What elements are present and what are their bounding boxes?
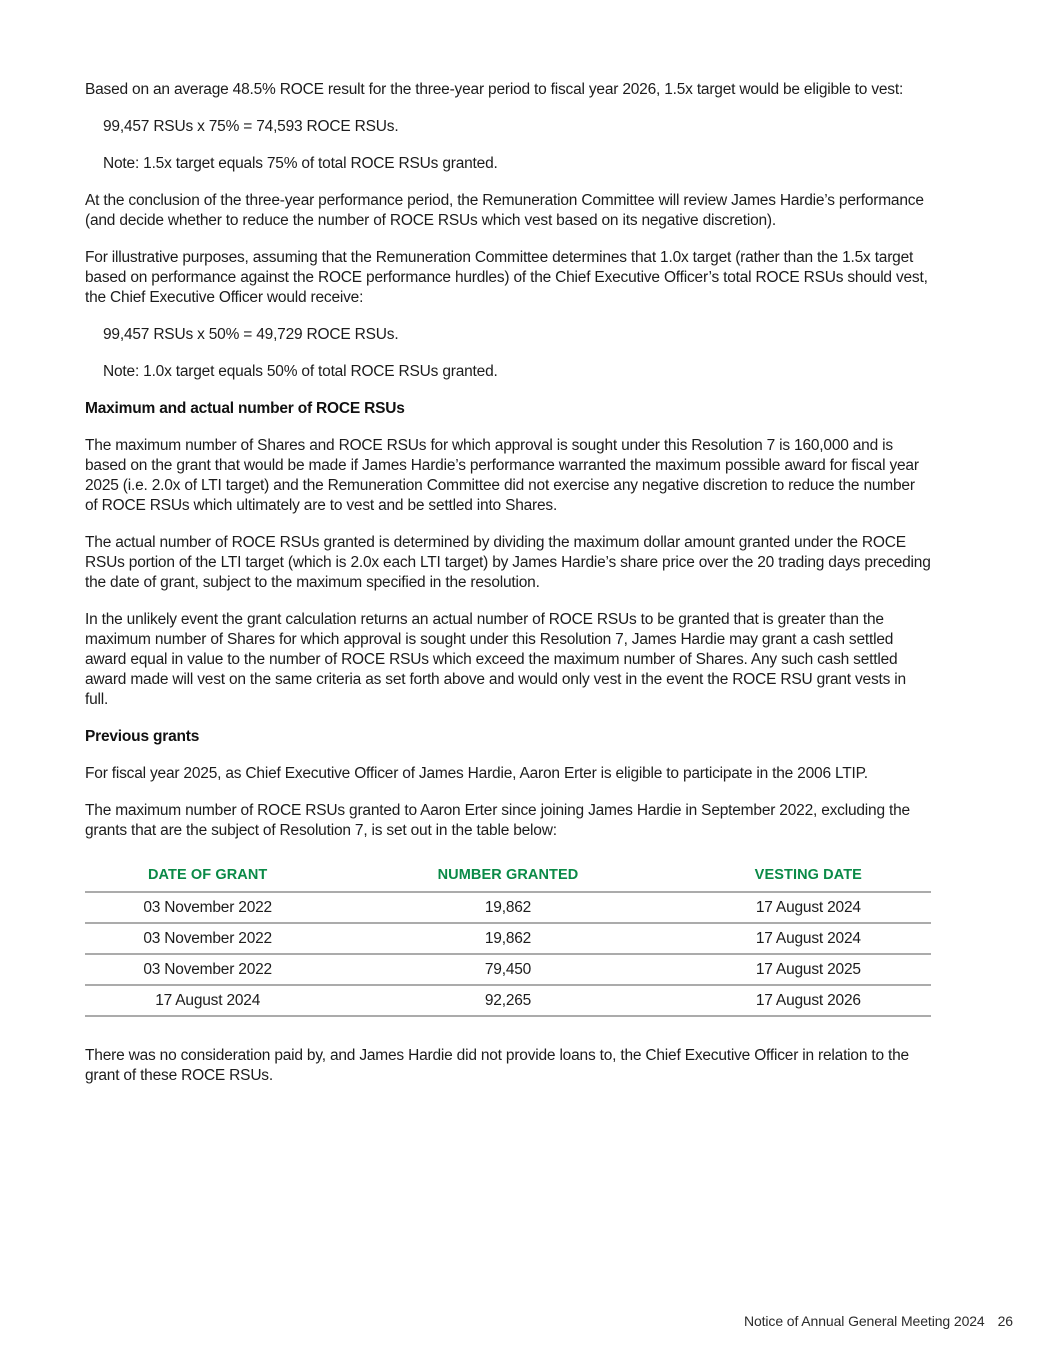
table-row (85, 985, 931, 1016)
cell-vesting-date: 17 August 2025 (686, 954, 931, 985)
cell-date-of-grant: 17 August 2024 (85, 985, 330, 1016)
heading-previous-grants: Previous grants (85, 728, 200, 745)
column-header-number-granted: NUMBER GRANTED (330, 858, 685, 892)
cell-vesting-date: 17 August 2026 (686, 985, 931, 1016)
cell-date-of-grant: 03 November 2022 (85, 954, 330, 985)
table-row (85, 923, 931, 954)
page-content (85, 80, 931, 1103)
paragraph-conclusion: At the conclusion of the three-year performance period, the Remuneration Committee will review James Hardie’s performance (and decide whether to reduce the number of ROCE RSUs which vest based on its negative discretion). (85, 192, 924, 229)
column-header-date-of-grant: DATE OF GRANT (85, 858, 330, 892)
table-row (85, 954, 931, 985)
cell-date-of-grant: 03 November 2022 (85, 892, 330, 923)
paragraph-roce-result: Based on an average 48.5% ROCE result for the three-year period to fiscal year 2026, 1.5x target would be eligible to vest: (85, 81, 904, 98)
paragraph-no-consideration: There was no consideration paid by, and James Hardie did not provide loans to, the Chief Executive Officer in relation to the grant of these ROCE RSUs. (85, 1047, 909, 1084)
formula-50-percent: 99,457 RSUs x 50% = 49,729 ROCE RSUs. (103, 326, 399, 343)
paragraph-unlikely-event: In the unlikely event the grant calculation returns an actual number of ROCE RSUs to be granted that is greater than the maximum number of Shares for which approval is sought under this Resolution 7, James Hardie may grant a cash settled award equal in value to the number of ROCE RSUs which exceed the maximum number of Shares. Any such cash settled award made will vest on the same criteria as set forth above and would only vest in the event the ROCE RSU grant vests in full. (85, 611, 906, 708)
paragraph-actual-number: The actual number of ROCE RSUs granted is determined by dividing the maximum dollar amount granted under the ROCE RSUs portion of the LTI target (which is 2.0x each LTI target) by James Hardie’s share price over the 20 trading days preceding the date of grant, subject to the maximum specified in the resolution. (85, 534, 931, 591)
note-75-percent: Note: 1.5x target equals 75% of total ROCE RSUs granted. (103, 155, 498, 172)
column-header-vesting-date: VESTING DATE (686, 858, 931, 892)
heading-maximum-actual-roce-rsus: Maximum and actual number of ROCE RSUs (85, 400, 405, 417)
note-50-percent: Note: 1.0x target equals 50% of total ROCE RSUs granted. (103, 363, 498, 380)
page-footer (0, 1312, 1013, 1330)
paragraph-illustrative: For illustrative purposes, assuming that the Remuneration Committee determines that 1.0x target (rather than the 1.5x target based on performance against the ROCE performance hurdles) of the Chief Executive Officer’s total ROCE RSUs should vest, the Chief Executive Officer would receive: (85, 249, 928, 306)
cell-number-granted: 19,862 (330, 892, 685, 923)
table-row (85, 892, 931, 923)
previous-grants-table (85, 858, 931, 1017)
paragraph-maximum-number: The maximum number of Shares and ROCE RSUs for which approval is sought under this Resolution 7 is 160,000 and is based on the grant that would be made if James Hardie’s performance warranted the maximum possible award for fiscal year 2025 (i.e. 2.0x of LTI target) and the Remuneration Committee did not exercise any negative discretion to reduce the number of ROCE RSUs which ultimately are to vest and be settled into Shares. (85, 437, 919, 514)
cell-number-granted: 92,265 (330, 985, 685, 1016)
page-number: 26 (997, 1313, 1013, 1329)
cell-number-granted: 19,862 (330, 923, 685, 954)
formula-75-percent: 99,457 RSUs x 75% = 74,593 ROCE RSUs. (103, 118, 399, 135)
cell-vesting-date: 17 August 2024 (686, 923, 931, 954)
cell-vesting-date: 17 August 2024 (686, 892, 931, 923)
paragraph-fiscal-2025: For fiscal year 2025, as Chief Executive Officer of James Hardie, Aaron Erter is eligible to participate in the 2006 LTIP. (85, 765, 868, 782)
table-header-row (85, 858, 931, 892)
cell-number-granted: 79,450 (330, 954, 685, 985)
paragraph-max-granted: The maximum number of ROCE RSUs granted to Aaron Erter since joining James Hardie in September 2022, excluding the grants that are the subject of Resolution 7, is set out in the table below: (85, 802, 910, 839)
footer-document-title: Notice of Annual General Meeting 2024 (743, 1313, 985, 1329)
cell-date-of-grant: 03 November 2022 (85, 923, 330, 954)
